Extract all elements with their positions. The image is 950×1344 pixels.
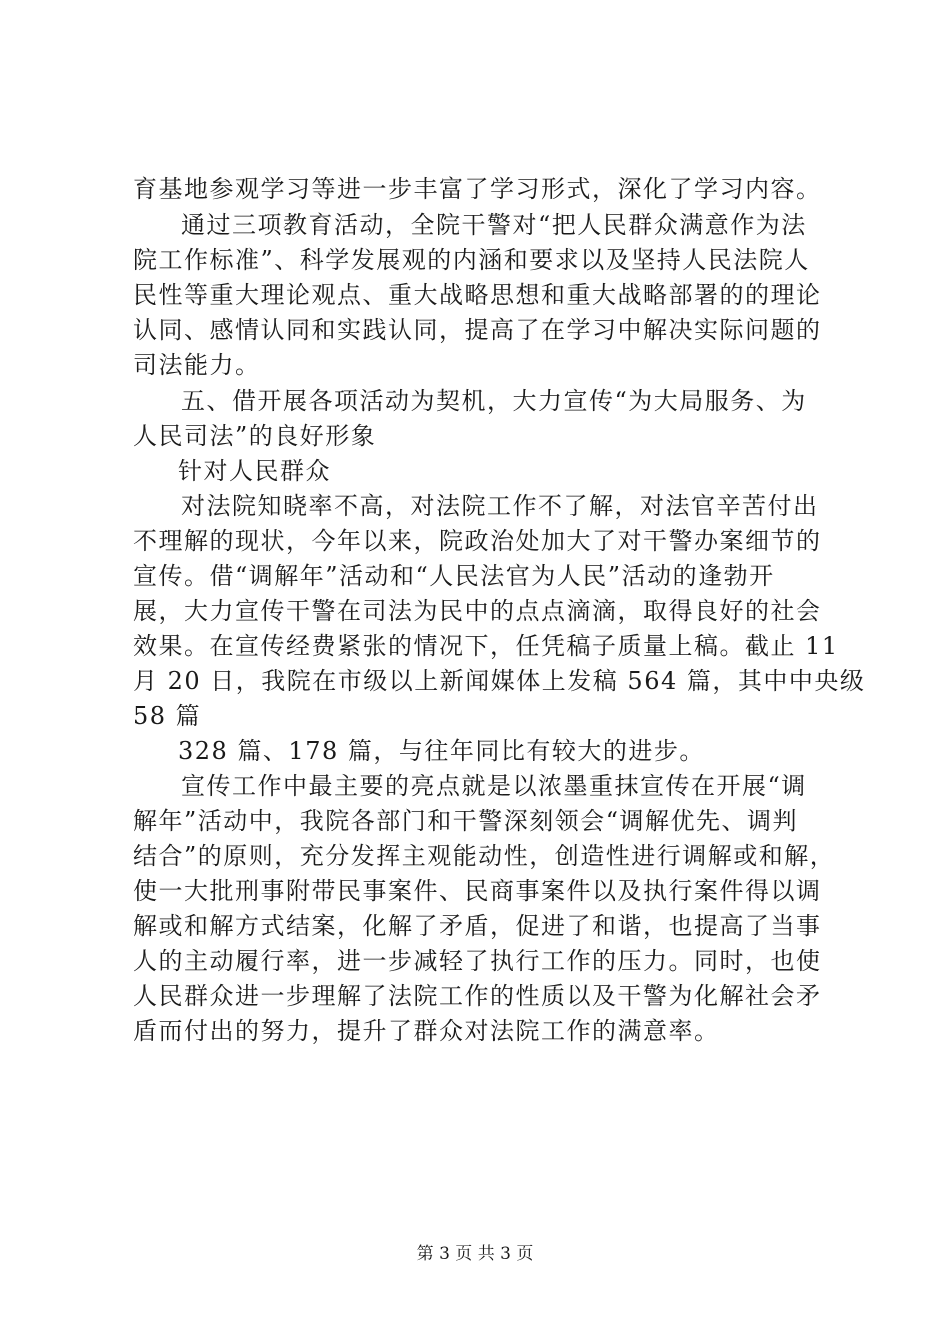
paragraph-start: 328 篇、178 篇，与往年同比有较大的进步。 [178, 737, 705, 765]
text-line: 认同、感情认同和实践认同，提高了在学习中解决实际问题的 [133, 316, 822, 344]
text-line: 不理解的现状，今年以来，院政治处加大了对干警办案细节的 [133, 527, 822, 555]
text-line: 效果。在宣传经费紧张的情况下，任凭稿子质量上稿。截止 11 [133, 632, 839, 660]
text-line: 人的主动履行率，进一步减轻了执行工作的压力。同时，也使 [133, 947, 822, 975]
text-line: 民性等重大理论观点、重大战略思想和重大战略部署的的理论 [133, 281, 822, 309]
text-line: 解年”活动中，我院各部门和干警深刻领会“调解优先、调判 [133, 807, 799, 835]
text-line: 人民群众进一步理解了法院工作的性质以及干警为化解社会矛 [133, 982, 822, 1010]
text-line: 结合”的原则，充分发挥主观能动性，创造性进行调解或和解， [133, 842, 836, 870]
text-line: 解或和解方式结案，化解了矛盾，促进了和谐，也提高了当事 [133, 912, 822, 940]
text-line: 育基地参观学习等进一步丰富了学习形式，深化了学习内容。 [133, 175, 822, 203]
paragraph-start: 对法院知晓率不高，对法院工作不了解，对法官辛苦付出 [181, 492, 819, 520]
text-line: 司法能力。 [133, 351, 261, 379]
paragraph-start: 通过三项教育活动，全院干警对“把人民群众满意作为法 [181, 211, 807, 239]
text-line: 宣传。借“调解年”活动和“人民法官为人民”活动的逢勃开 [133, 562, 775, 590]
text-line: 月 20 日，我院在市级以上新闻媒体上发稿 564 篇，其中中央级 [133, 667, 866, 695]
text-line: 展，大力宣传干警在司法为民中的点点滴滴，取得良好的社会 [133, 597, 822, 625]
text-line: 58 篇 [133, 702, 202, 730]
section-heading-cont: 人民司法”的良好形象 [133, 422, 377, 450]
section-heading: 五、借开展各项活动为契机，大力宣传“为大局服务、为 [181, 387, 807, 415]
paragraph-start: 宣传工作中最主要的亮点就是以浓墨重抹宣传在开展“调 [181, 772, 807, 800]
text-line: 使一大批刑事附带民事案件、民商事案件以及执行案件得以调 [133, 877, 822, 905]
text-line: 盾而付出的努力，提升了群众对法院工作的满意率。 [133, 1017, 720, 1045]
page-number-footer: 第 3 页 共 3 页 [416, 1244, 534, 1264]
paragraph-start: 针对人民群众 [178, 457, 331, 485]
text-line: 院工作标准”、科学发展观的内涵和要求以及坚持人民法院人 [133, 246, 810, 274]
